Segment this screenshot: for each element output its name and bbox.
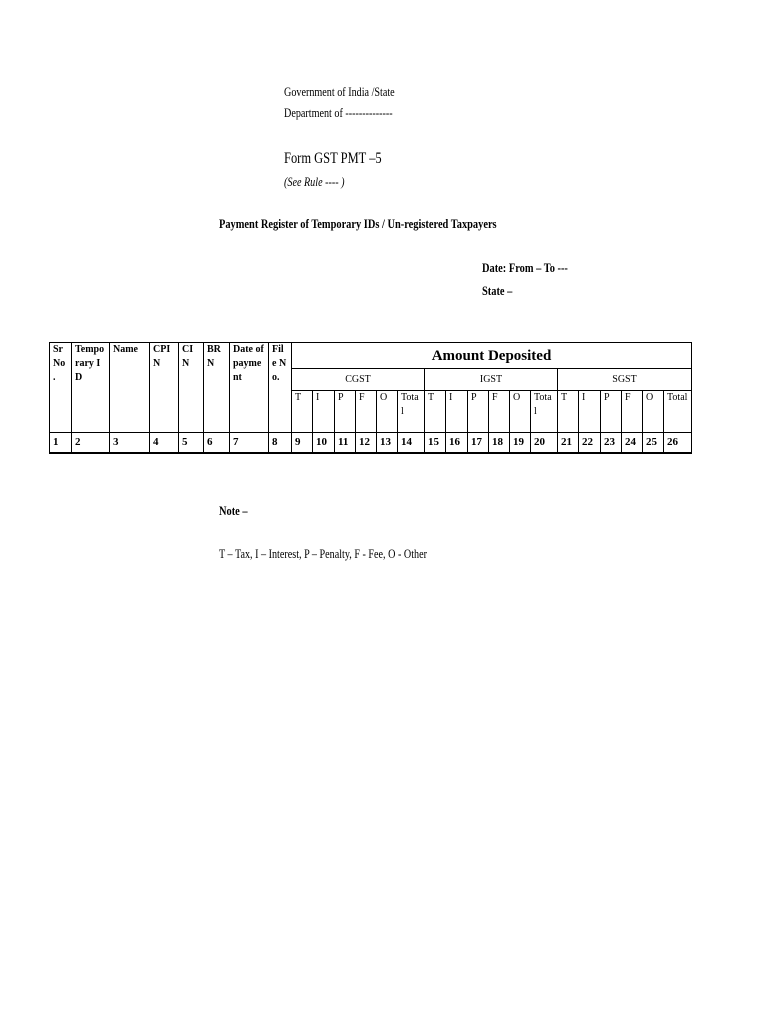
cgst-o: O bbox=[377, 391, 398, 433]
cgst-i: I bbox=[313, 391, 335, 433]
col-number: 1 bbox=[50, 433, 72, 453]
sgst-p: P bbox=[601, 391, 622, 433]
note-legend: T – Tax, I – Interest, P – Penalty, F - Fee, O - Other bbox=[219, 546, 427, 561]
col-number: 26 bbox=[664, 433, 692, 453]
sgst-t: T bbox=[558, 391, 579, 433]
col-sr-no: Sr No . bbox=[50, 343, 72, 433]
col-number: 4 bbox=[150, 433, 179, 453]
col-number: 20 bbox=[531, 433, 558, 453]
igst-o: O bbox=[510, 391, 531, 433]
col-number: 24 bbox=[622, 433, 643, 453]
col-number: 16 bbox=[446, 433, 468, 453]
col-number: 6 bbox=[204, 433, 230, 453]
amount-deposited-header: Amount Deposited bbox=[292, 343, 692, 369]
col-number: 13 bbox=[377, 433, 398, 453]
payment-register-table bbox=[49, 342, 692, 454]
col-date-of-payment: Date of payment bbox=[230, 343, 269, 433]
col-number: 21 bbox=[558, 433, 579, 453]
igst-t: T bbox=[425, 391, 446, 433]
col-cpin: CPIN bbox=[150, 343, 179, 433]
col-number: 7 bbox=[230, 433, 269, 453]
form-title: Form GST PMT –5 bbox=[284, 150, 382, 167]
col-number: 3 bbox=[110, 433, 150, 453]
col-number: 17 bbox=[468, 433, 489, 453]
igst-total: Total bbox=[531, 391, 558, 433]
sgst-f: F bbox=[622, 391, 643, 433]
col-number: 25 bbox=[643, 433, 664, 453]
col-temporary-id: Temporary ID bbox=[72, 343, 110, 433]
sgst-i: I bbox=[579, 391, 601, 433]
col-brn: BRN bbox=[204, 343, 230, 433]
date-range: Date: From – To --- bbox=[482, 260, 568, 275]
sgst-total: Total bbox=[664, 391, 692, 433]
group-igst: IGST bbox=[425, 369, 558, 391]
see-rule: (See Rule ---- ) bbox=[284, 174, 345, 189]
col-number: 18 bbox=[489, 433, 510, 453]
col-name: Name bbox=[110, 343, 150, 433]
col-number: 5 bbox=[179, 433, 204, 453]
group-sgst: SGST bbox=[558, 369, 692, 391]
col-number: 12 bbox=[356, 433, 377, 453]
cgst-f: F bbox=[356, 391, 377, 433]
igst-i: I bbox=[446, 391, 468, 433]
col-number: 9 bbox=[292, 433, 313, 453]
col-number: 22 bbox=[579, 433, 601, 453]
department-line: Department of -------------- bbox=[284, 105, 393, 120]
state-line: State – bbox=[482, 283, 513, 298]
igst-f: F bbox=[489, 391, 510, 433]
government-line: Government of India /State bbox=[284, 84, 395, 99]
cgst-t: T bbox=[292, 391, 313, 433]
col-number: 2 bbox=[72, 433, 110, 453]
col-number: 14 bbox=[398, 433, 425, 453]
col-file-no: File No. bbox=[269, 343, 292, 433]
register-title: Payment Register of Temporary IDs / Un-registered Taxpayers bbox=[219, 216, 497, 231]
col-number: 15 bbox=[425, 433, 446, 453]
col-number: 11 bbox=[335, 433, 356, 453]
note-label: Note – bbox=[219, 503, 248, 518]
col-number: 10 bbox=[313, 433, 335, 453]
col-number: 23 bbox=[601, 433, 622, 453]
group-cgst: CGST bbox=[292, 369, 425, 391]
col-number: 8 bbox=[269, 433, 292, 453]
cgst-p: P bbox=[335, 391, 356, 433]
cgst-total: Total bbox=[398, 391, 425, 433]
col-cin: CIN bbox=[179, 343, 204, 433]
igst-p: P bbox=[468, 391, 489, 433]
sgst-o: O bbox=[643, 391, 664, 433]
col-number: 19 bbox=[510, 433, 531, 453]
